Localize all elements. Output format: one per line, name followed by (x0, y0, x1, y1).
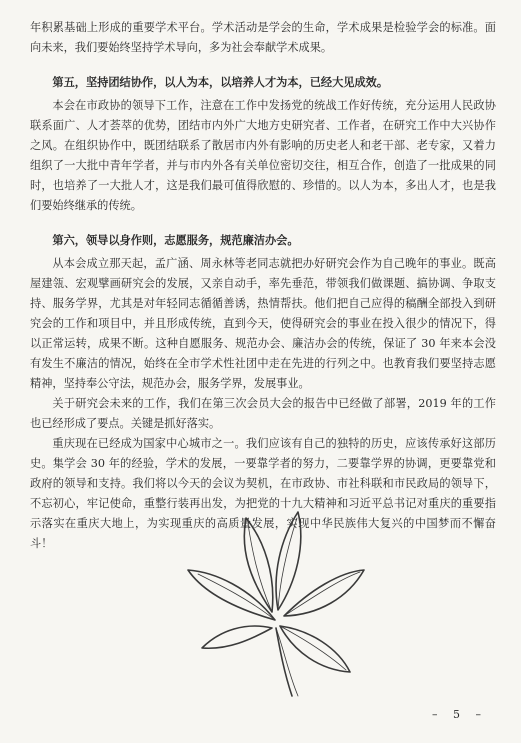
paragraph-chongqing: 重庆现在已经成为国家中心城市之一。我们应该有自己的独特的历史，应该传承好这部历史。集学会 30 年的经验，学术的发展，一要靠学者的努力，二要靠学界的协调，更要靠党和政府的领导和支持。我们将以今天的会议为契机，在市政协、市社科联和市民政局的领导下，不忘初心，牢记使命，重整行装再出发，为把党的十九大精神和习近平总书记对重庆的重要指示落实在重庆大地上，为实现重庆的高质量发展，实现中华民族伟大复兴的中国梦而不懈奋斗！ (30, 437, 496, 550)
paragraph-collaboration: 本会在市政协的领导下工作，注意在工作中发扬党的统战工作好传统，充分运用人民政协联系面广、人才荟萃的优势，团结市内外广大地方史研究者、工作者，在研究工作中大兴协作之风。在组织协作中，既团结联系了散居市内外有影响的历史老人和老干部、老专家，又着力组织了一大批中青年学者，并与市内外各有关单位密切交往，相互合作，创造了一批成果的同时，也培养了一大批人才，这是我们最可值得欣慰的、珍惜的。以人为本，多出人才，也是我们要始终继承的传统。 (30, 99, 496, 212)
paragraph-leadership: 从本会成立那天起，孟广涵、周永林等老同志就把办好研究会作为自己晚年的事业。既高屋建瓴、宏观擘画研究会的发展，又亲自动手，率先垂范，带领我们做课题、搞协调、争取支持、服务学界，尤其是对年轻同志循循善诱，热情帮扶。他们把自己应得的稿酬全部投入到研究会的工作和项目中，并且形成传统，直到今天，使得研究会的事业在投入很少的情况下，得以正常运转，成果不断。这种自愿服务、规范办会、廉洁办会的传统，保证了 30 年来本会没有发生不廉洁的情况，始终在全市学术性社团中走在先进的行列之中。也教育我们要坚持志愿精神，坚持奉公守法，规范办会，服务学界，发展事业。 (30, 257, 496, 390)
section-heading-six: 第六，领导以身作则，志愿服务，规范廉洁办会。 (52, 233, 299, 247)
paragraph-continuation: 年积累基础上形成的重要学术平台。学术活动是学会的生命，学术成果是检验学会的标准。面向未来，我们要始终坚持学术导向，多为社会奉献学术成果。 (30, 21, 496, 54)
page-number: – 5 – (432, 708, 487, 721)
paragraph-future-work: 关于研究会未来的工作，我们在第三次会员大会的报告中已经做了部署，2019 年的工作也已经形成了要点。关键是抓好落实。 (30, 397, 496, 430)
magnolia-flower-icon (180, 500, 370, 700)
section-heading-five: 第五，坚持团结协作，以人为本，以培养人才为本，已经大见成效。 (52, 75, 389, 89)
document-body (30, 18, 496, 554)
